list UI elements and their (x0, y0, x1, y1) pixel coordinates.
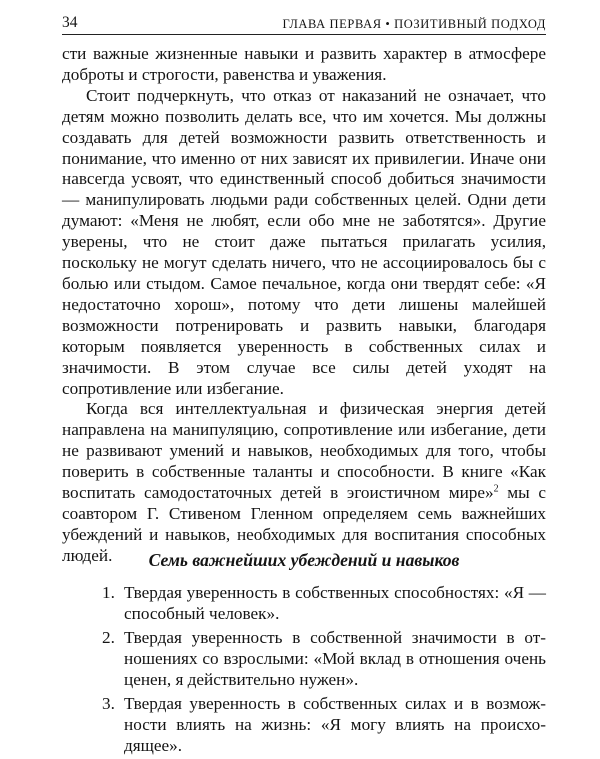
paragraph-3 (62, 399, 546, 566)
list-item-text: Твердая уверенность в собственных силах и в возможности влиять на жизнь: «Я могу влиять на происходящее». (124, 694, 546, 755)
book-page (62, 0, 546, 755)
list-item-number: 1. (102, 583, 115, 602)
list-item (102, 693, 546, 756)
list-item-number: 3. (102, 694, 115, 713)
list-item-number: 2. (102, 628, 115, 647)
paragraph-2: Стоит подчеркнуть, что отказ от наказаний не означает, что детям можно позволить делать все, что им хочется. Мы должны создавать для детей возможности развить ответственность и понимание, что именно от них зависят их привилегии. Иначе они навсегда усвоят, что единственный способ добиться значимости — манипулировать людьми ради собственных целей. Одни дети думают: «Меня не любят, если обо мне не заботятся». Другие уверены, что не стоит даже пытаться прилагать усилия, поскольку не могут сделать ничего, что не ассоциировалось бы с болью или стыдом. Самое печальное, когда они твердят себе: «Я недостаточно хорош», потому что дети лишены малейшей возможности потренировать и развить навыки, благодаря которым появляется уверенность в собственных силах и значимости. В этом случае все силы детей уходят на сопротивление или избегание. (62, 85, 546, 398)
list-item-text: Твердая уверенность в собственной значимости в отношениях со взрослыми: «Мой вклад в отношения очень ценен, я действительно нужен». (124, 628, 546, 689)
paragraph-3-part-2: мы с соавтором Г. Стивеном Гленном определяем семь важнейших убеждений и навыков, необходимых для воспитания способных людей. (62, 483, 546, 565)
page-number: 34 (62, 14, 78, 31)
list-item (102, 582, 546, 624)
beliefs-list (102, 582, 546, 759)
body-text (62, 44, 546, 567)
running-header (62, 14, 546, 35)
paragraph-1: сти важные жизненные навыки и развить характер в атмосфере доброты и строгости, равенства и уважения. (62, 44, 546, 84)
footnote-reference: 2 (493, 483, 499, 495)
chapter-title: ГЛАВА ПЕРВАЯ • ПОЗИТИВНЫЙ ПОДХОД (282, 17, 546, 31)
paragraph-3-part-1: Когда вся интеллектуальная и физическая энергия детей направлена на манипуляцию, сопротивление или избегание, дети не развивают умений и навыков, необходимых для того, чтобы поверить в собственные таланты и способности. В книге «Как воспитать самодостаточных детей в эгоистичном мире» (62, 399, 546, 503)
section-heading: Семь важнейших убеждений и навыков (148, 550, 460, 570)
list-item (102, 627, 546, 690)
list-item-text: Твердая уверенность в собственных способностях: «Я — способный человек». (124, 583, 546, 623)
